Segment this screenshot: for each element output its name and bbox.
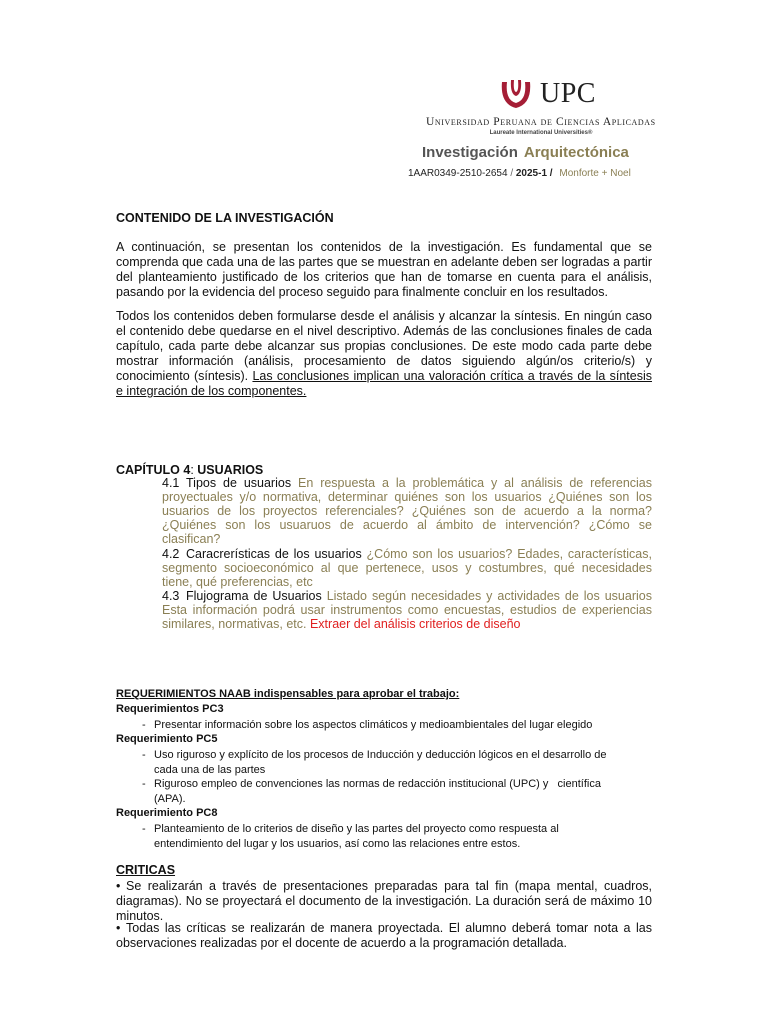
criticas-bullet-1 (116, 879, 652, 924)
item-number: 4.1 (162, 476, 180, 490)
requirement-text: Presentar información sobre los aspectos climáticos y medioambientales del lugar elegido (154, 719, 593, 731)
requirement-pc8-item (142, 822, 652, 852)
criticas-bullet-2 (116, 921, 652, 951)
requirement-text: Uso riguroso y explícito de los procesos de Inducción y deducción lógicos en el desarrollo de (154, 749, 607, 761)
university-subtitle: Laureate International Universities® (489, 130, 593, 136)
university-logo-block (426, 76, 656, 136)
item-description: ¿Cómo son los usuarios? Edades, características, segmento socioeconómico al que pertenece, usos y costumbres, qué necesidades tiene, qué preferencias, etc (162, 547, 652, 589)
chapter-title (116, 463, 263, 477)
section-title: CONTENIDO DE LA INVESTIGACIÓN (116, 211, 334, 225)
upc-logo-icon (496, 76, 536, 112)
requirement-text: Riguroso empleo de convenciones las normas de redacción institucional (UPC) y científica (154, 778, 601, 790)
bullet-dot-icon: • (116, 879, 121, 893)
logo-text: UPC (540, 78, 596, 109)
course-code-separator: / (510, 168, 514, 179)
university-name: Universidad Peruana de Ciencias Aplicadas (426, 116, 656, 128)
dash-marker: - (142, 749, 146, 761)
chapter-item-4-3 (162, 589, 652, 631)
requirement-pc5-item-1 (142, 748, 652, 778)
item-number: 4.3 (162, 589, 180, 603)
item-label: Flujograma de Usuarios (186, 589, 322, 603)
dash-marker: - (142, 823, 146, 835)
bullet-text: Se realizarán a través de presentaciones preparadas para tal fin (mapa mental, cuadros, diagramas). No se proyectará el documento de la investigación. La duración será de máximo 10 minutos. (116, 879, 652, 923)
chapter-item-4-1 (162, 476, 652, 546)
item-description: En respuesta a la problemática y al análisis de referencias proyectuales y/o normativa, determinar quiénes son los usuarios ¿Quiénes son los usuarios de los proyectos referenciales? ¿Quiénes son de acuerdo a la norma? ¿Quiénes son los usuaruos de acuerdo al ámbito de intervención? ¿Cómo se clasifican? (162, 476, 653, 546)
chapter-item-4-2 (162, 547, 652, 589)
course-code: 1AAR0349-2510-2654 (408, 168, 508, 179)
item-label: Tipos de usuarios (186, 476, 292, 490)
course-code-line (408, 168, 631, 179)
requirement-pc3-title: Requerimientos PC3 (116, 703, 224, 715)
course-title (422, 144, 629, 161)
course-authors: Monforte + Noel (559, 168, 631, 179)
requirement-pc3-item (142, 718, 652, 733)
contents-paragraph-underlined: Las conclusiones implican una valoración crítica a través de la síntesis e integración de los componentes. (116, 369, 652, 398)
item-description: Listado según necesidades y actividades de los usuarios Esta información podrá usar instrumentos como encuestas, estudios de experiencias similares, normativas, etc. (162, 589, 652, 631)
contents-paragraph-text: Todos los contenidos deben formularse desde el análisis y alcanzar la síntesis. En ningún caso el contenido debe quedarse en el nivel descriptivo. Además de las conclusiones finales de cada capítulo, cada parte debe alcanzar sus propias conclusiones. De este modo cada parte debe mostrar información (análisis, procesamiento de datos siguiendo algún/os criterio/s) y conocimiento (síntesis). (116, 309, 652, 383)
requirement-text: Planteamiento de lo criterios de diseño y las partes del proyecto como respuesta al (154, 823, 559, 835)
contents-paragraph (116, 309, 652, 399)
dash-marker: - (142, 719, 146, 731)
chapter-title-rest: USUARIOS (197, 463, 264, 477)
criticas-heading: CRITICAS (116, 863, 176, 877)
item-label: Caracrerísticas de los usuarios (186, 547, 362, 561)
course-title-part2: Arquitectónica (523, 144, 629, 161)
requirement-text-cont: cada una de las partes (154, 764, 266, 776)
bullet-text: Todas las críticas se realizarán de manera proyectada. El alumno deberá tomar nota a las observaciones realizadas por el docente de acuerdo a la programación detallada. (116, 921, 652, 950)
intro-paragraph: A continuación, se presentan los contenidos de la investigación. Es fundamental que se comprenda que cada una de las partes que se muestran en adelante deben ser logradas a partir del planteamiento justificado de los criterios que han de tomarse en cuenta para el análisis, pasando por la evidencia del proceso seguido para finalmente concluir en los resultados. (116, 240, 652, 299)
bullet-dot-icon: • (116, 921, 121, 935)
requirement-text-cont: (APA). (154, 793, 186, 805)
chapter-title-sep: : (190, 463, 194, 477)
item-description-red: Extraer del análisis criterios de diseño (309, 617, 521, 631)
dash-marker: - (142, 778, 146, 790)
requirement-pc5-title: Requerimiento PC5 (116, 733, 218, 745)
item-number: 4.2 (162, 547, 180, 561)
logo-row (426, 76, 656, 112)
course-term: 2025-1 / (515, 168, 553, 179)
requirement-pc8-title: Requerimiento PC8 (116, 807, 218, 819)
chapter-title-bold: CAPÍTULO 4 (116, 463, 191, 477)
requirement-pc5-item-2 (142, 777, 652, 807)
course-title-part1: Investigación (422, 144, 518, 161)
requirements-heading: REQUERIMIENTOS NAAB indispensables para aprobar el trabajo: (116, 688, 460, 700)
requirement-text-cont: entendimiento del lugar y los usuarios, así como las relaciones entre estos. (154, 838, 521, 850)
